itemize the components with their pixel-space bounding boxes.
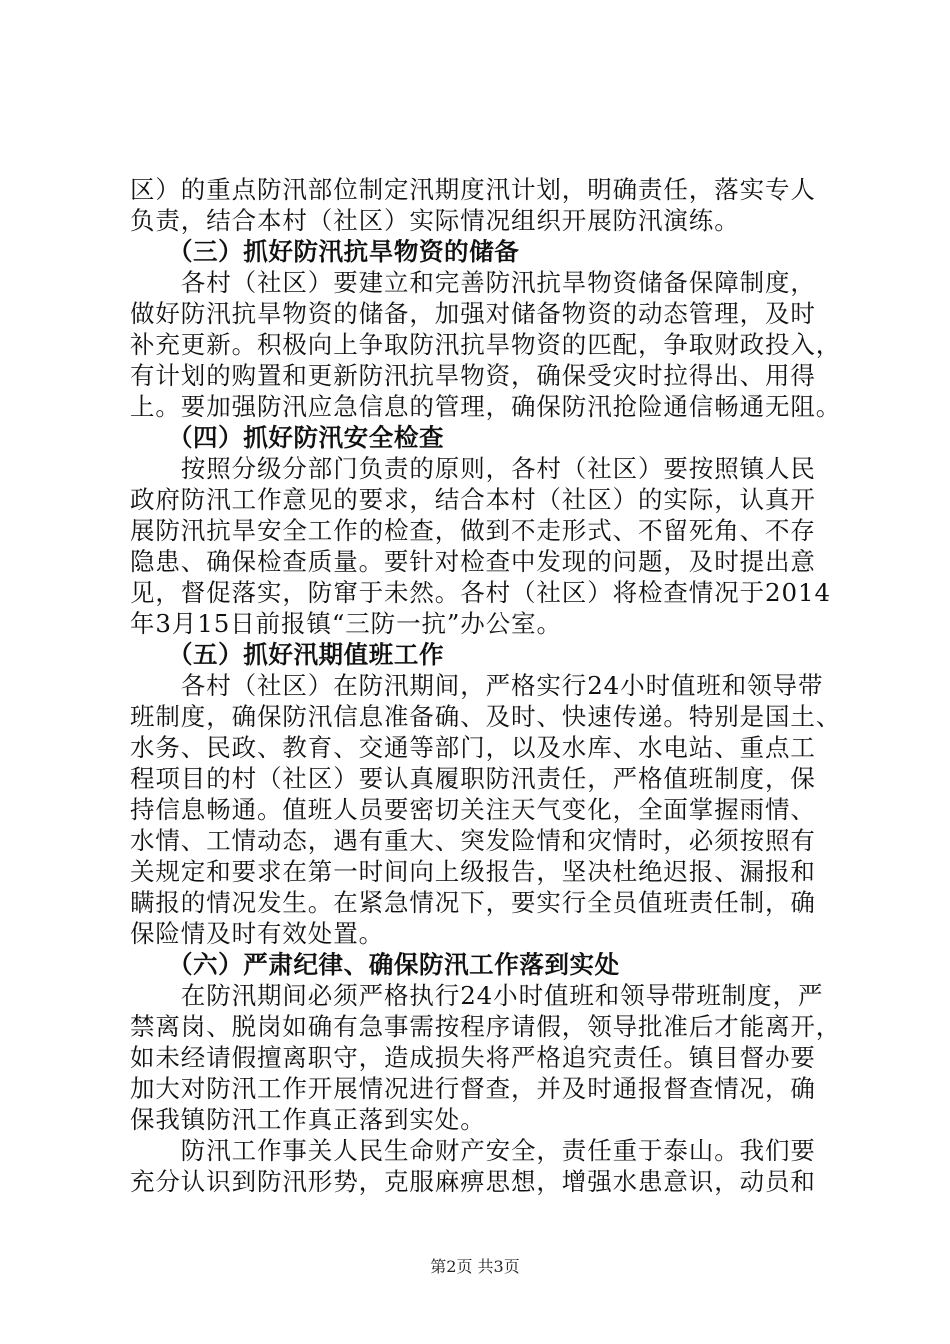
body-line: 程项目的村（社区）要认真履职防汛责任，严格值班制度，保 bbox=[130, 764, 816, 793]
body-line: 做好防汛抗旱物资的储备，加强对储备物资的动态管理，及时 bbox=[130, 299, 816, 328]
body-line: 见，督促落实，防窜于未然。各村（社区）将检查情况于2014 bbox=[130, 578, 831, 607]
body-line: 保险情及时有效处置。 bbox=[130, 919, 384, 948]
document-body bbox=[130, 174, 842, 1197]
body-line: 关规定和要求在第一时间向上级报告，坚决杜绝迟报、漏报和 bbox=[130, 857, 816, 886]
body-line: 班制度，确保防汛信息准备确、及时、快速传递。特别是国土、 bbox=[130, 702, 842, 731]
body-line: 按照分级分部门负责的原则，各村（社区）要按照镇人民 bbox=[130, 454, 816, 483]
body-line: 区）的重点防汛部位制定汛期度汛计划，明确责任，落实专人 bbox=[130, 175, 816, 204]
body-line: 上。要加强防汛应急信息的管理，确保防汛抢险通信畅通无阻。 bbox=[130, 392, 842, 421]
body-line: 防汛工作事关人民生命财产安全，责任重于泰山。我们要 bbox=[130, 1136, 816, 1165]
body-line: 水情、工情动态，遇有重大、突发险情和灾情时，必须按照有 bbox=[130, 826, 816, 855]
body-line: 瞒报的情况发生。在紧急情况下，要实行全员值班责任制，确 bbox=[130, 888, 816, 917]
body-line: 年3月15日前报镇“三防一抗”办公室。 bbox=[130, 609, 562, 638]
body-line: 各村（社区）要建立和完善防汛抗旱物资储备保障制度， bbox=[130, 268, 816, 297]
body-line: 负责，结合本村（社区）实际情况组织开展防汛演练。 bbox=[130, 206, 740, 235]
body-line: 水务、民政、教育、交通等部门，以及水库、水电站、重点工 bbox=[130, 733, 816, 762]
section-heading-3: （三）抓好防汛抗旱物资的储备 bbox=[130, 237, 520, 266]
body-line: 加大对防汛工作开展情况进行督查，并及时通报督查情况，确 bbox=[130, 1074, 816, 1103]
body-line: 在防汛期间必须严格执行24小时值班和领导带班制度，严 bbox=[130, 981, 824, 1010]
body-line: 隐患、确保检查质量。要针对检查中发现的问题，及时提出意 bbox=[130, 547, 816, 576]
section-heading-4: （四）抓好防汛安全检查 bbox=[130, 423, 445, 452]
body-line: 各村（社区）在防汛期间，严格实行24小时值班和领导带 bbox=[130, 671, 824, 700]
body-line: 展防汛抗旱安全工作的检查，做到不走形式、不留死角、不存 bbox=[130, 516, 816, 545]
section-heading-6: （六）严肃纪律、确保防汛工作落到实处 bbox=[130, 950, 620, 979]
body-line: 政府防汛工作意见的要求，结合本村（社区）的实际，认真开 bbox=[130, 485, 816, 514]
body-line: 禁离岗、脱岗如确有急事需按程序请假，领导批准后才能离开， bbox=[130, 1012, 842, 1041]
body-line: 补充更新。积极向上争取防汛抗旱物资的匹配，争取财政投入， bbox=[130, 330, 842, 359]
section-heading-5: （五）抓好汛期值班工作 bbox=[130, 640, 445, 669]
body-line: 保我镇防汛工作真正落到实处。 bbox=[130, 1105, 486, 1134]
body-line: 持信息畅通。值班人员要密切关注天气变化，全面掌握雨情、 bbox=[130, 795, 816, 824]
body-line: 如未经请假擅离职守，造成损失将严格追究责任。镇目督办要 bbox=[130, 1043, 816, 1072]
body-line: 充分认识到防汛形势，克服麻痹思想，增强水患意识，动员和 bbox=[130, 1167, 816, 1196]
page-footer: 第2页 共3页 bbox=[430, 1257, 520, 1276]
body-line: 有计划的购置和更新防汛抗旱物资，确保受灾时拉得出、用得 bbox=[130, 361, 816, 390]
